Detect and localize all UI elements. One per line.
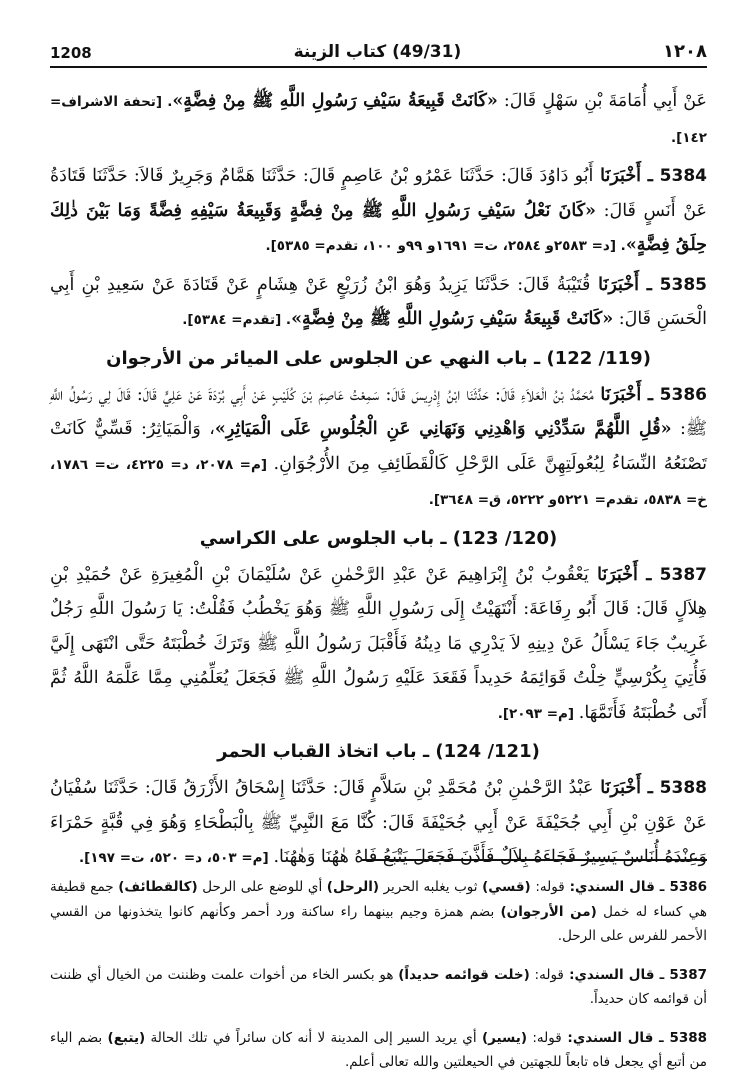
isnad: مُحَمَّدُ بْنُ الْعَلاَءِ قَالَ: حَدَّثَنَا ابْنُ إِدْرِيسَ قَالَ: سَمِعْتُ عَاصِمَ بْنَ كُلَيْبٍ عَنْ أَبِي بُرْدَةَ عَنْ عَلِيٍّ قَالَ: قَالَ لِي رَسُولُ اللَّهِ ﷺ: — [50, 384, 707, 439]
isnad: قُتَيْبَةُ قَالَ: حَدَّثَنَا يَزِيدُ وَهُوَ ابْنُ زُرَيْعٍ عَنْ هِشَامٍ عَنْ قَتَادَةَ عَنْ سَعِيدِ بْنِ أَبِي الْحَسَنِ قَالَ: — [50, 274, 707, 329]
matn: «كَانَ نَعْلُ سَيْفِ رَسُولِ اللَّهِ ﷺ مِنْ فِضَّةٍ وَقَبِيعَةُ سَيْفِهِ فِضَّةً وَمَا بَيْنَ ذٰلِكَ حِلَقُ فِضَّةٍ» — [50, 200, 707, 255]
footnote-head: 5387 ـ قال السندي: — [563, 966, 707, 983]
matn: «قُلِ اللَّهُمَّ سَدِّدْنِي وَاهْدِنِي وَنَهَانِي عَنِ الْجُلُوسِ عَلَى الْمَيَاثِرِ» — [214, 419, 672, 439]
akhbarana: ـ أَخْبَرَنَا — [593, 384, 660, 405]
running-title: (49/31) كتاب الزينة — [293, 42, 462, 62]
footnote-text: بضم همزة وجيم بينهما راء ساكنة ورد أحمر وكأنهم كانوا يتخذونها من القسي الأحمر للفرس على الرحل. — [50, 903, 707, 944]
isnad: عَنْ أَبِي أُمَامَةَ بْنِ سَهْلٍ قَالَ: — [497, 91, 707, 111]
hadith-5385 — [50, 268, 707, 338]
hadith-5384 — [50, 159, 707, 264]
reference: [م= ٢٠٩٣]. — [497, 705, 579, 722]
quoted-term: (من الأرجوان) — [500, 903, 597, 920]
matn: «كَانَتْ قَبِيعَةُ سَيْفِ رَسُولِ اللَّهِ ﷺ مِنْ فِضَّةٍ» — [291, 309, 614, 329]
footnote-5387 — [50, 963, 707, 1012]
chapter-heading: (119/ 122) ـ باب النهي عن الجلوس على الميائر من الأرجوان — [106, 347, 651, 369]
reference: . [تحفة الاشراف= ١٤٢]. — [50, 94, 707, 146]
hadith-number: 5386 — [659, 384, 707, 405]
footnote-text: قوله: — [529, 966, 564, 983]
quoted-term: (يسير) — [481, 1029, 528, 1046]
footnote-text: بضم الياء من أتبع أي يجعل فاه تابعاً للجهتين في الحيعلتين والله تعالى أعلم. — [50, 1029, 707, 1070]
hadith-number: 5384 — [659, 166, 707, 186]
footnote-text: هو بكسر الخاء من أخوات علمت وظننت من الخيال أي ظننت أن قوائمه كان حديداً. — [50, 966, 707, 1007]
footnote-5386 — [50, 875, 707, 949]
page-header — [50, 28, 707, 68]
footnote-text: قوله: — [530, 879, 565, 895]
footnote-text: قوله: — [527, 1029, 562, 1046]
reference: . [د= ٢٥٨٣و ٢٥٨٤، ت= ١٦٩١و ٩٩و ١٠٠، تقدم= ٥٣٨٥]. — [265, 238, 626, 254]
reference: [م= ٢٠٧٨، د= ٤٢٢٥، ت= ١٧٨٦، خ= ٥٨٣٨، تقدم= ٥٢٢١و ٥٢٢٢، ق= ٣٦٤٨]. — [50, 456, 707, 508]
quoted-term: (كالقطائف) — [118, 879, 198, 895]
footnote-head: 5388 ـ قال السندي: — [561, 1029, 708, 1046]
explanation: ، وَالْمَيَاثِرُ: قَسِّيٌّ كَانَتْ تَصْنَعُهُ النِّسَاءُ لِبُعُولَتِهِنَّ عَلَى الرَّحْلِ كَالْقَطَائِفِ مِنَ الأُرْجُوَانِ. — [50, 419, 707, 474]
akhbarana: ـ أَخْبَرَنَا — [588, 564, 660, 585]
page-number-latin: 1208 — [50, 44, 92, 62]
reference: . [تقدم= ٥٣٨٤]. — [182, 312, 292, 328]
chapter-heading: (120/ 123) ـ باب الجلوس على الكراسي — [199, 527, 558, 549]
quoted-term: (الرحل) — [326, 879, 380, 895]
footnote-text: جمع قطيفة هي كساء له خمل — [50, 879, 707, 920]
footnote-text: أي يريد السير إلى المدينة لا أنه كان سائراً في تلك الحالة — [145, 1029, 482, 1046]
reference: [م= ٥٠٣، د= ٥٢٠، ت= ١٩٧]. — [78, 850, 274, 866]
hadith-text: يَعْقُوبُ بْنُ إِبْرَاهِيمَ عَنْ عَبْدِ الرَّحْمٰنِ عَنْ سُلَيْمَانَ بْنِ الْمُغِيرَةِ عَنْ حُمَيْدِ بْنِ هِلاَلٍ قَالَ: قَالَ أَبُو رِفَاعَةَ: أَنْتَهَيْتُ إِلَى رَسُولِ اللَّهِ ﷺ وَهُوَ يَخْطُبُ فَقُلْتُ: يَا رَسُولَ اللَّهِ رَجُلٌ غَرِيبٌ جَاءَ يَسْأَلُ عَنْ دِينِهِ لاَ يَدْرِي مَا دِينُهُ فَأَقْبَلَ رَسُولُ اللَّهِ ﷺ وَتَرَكَ خُطْبَتَهُ حَتَّى انْتَهَى إِلَيَّ فَأُتِيَ بِكُرْسِيٍّ خِلْتُ قَوَائِمَهُ حَدِيداً فَقَعَدَ عَلَيْهِ رَسُولُ اللَّهِ ﷺ فَجَعَلَ يُعَلِّمُنِي مِمَّا عَلَّمَهُ اللَّهُ ثُمَّ أَتَى خُطْبَتَهُ فَأَتَمَّهَا. — [50, 564, 707, 723]
akhbarana: ـ أَخْبَرَنَا — [593, 166, 660, 186]
footnote-text: أي للوضع على الرحل — [197, 879, 327, 895]
hadith-continuation — [50, 84, 707, 155]
quoted-term: (قسي) — [482, 879, 531, 895]
akhbarana: ـ أَخْبَرَنَا — [590, 274, 660, 295]
footnotes — [50, 875, 707, 1089]
akhbarana: ـ أَخْبَرَنَا — [593, 778, 660, 798]
footnote-text: ثوب يغلبه الحرير — [379, 879, 483, 895]
quoted-term: (يتبع) — [107, 1029, 146, 1046]
footnote-head: 5386 ـ قال السندي: — [564, 879, 708, 895]
footnote-separator — [362, 859, 707, 861]
hadith-5386 — [50, 378, 707, 518]
footnote-5388 — [50, 1026, 707, 1075]
isnad: أَبُو دَاوُدَ قَالَ: حَدَّثَنَا عَمْرُو بْنُ عَاصِمٍ قَالَ: حَدَّثَنَا هَمَّامٌ وَجَرِيرٌ قَالاَ: حَدَّثَنَا قَتَادَةُ عَنْ أَنَسٍ قَالَ: — [50, 166, 707, 221]
hadith-number: 5387 — [659, 564, 707, 585]
main-text — [50, 84, 707, 880]
page-number-arabic: ١٢٠٨ — [663, 41, 707, 62]
hadith-number: 5388 — [659, 778, 707, 798]
hadith-text: عَبْدُ الرَّحْمٰنِ بْنُ مُحَمَّدِ بْنِ سَلاَّمٍ قَالَ: حَدَّثَنَا إِسْحَاقُ الأَزْرَقُ قَالَ: حَدَّثَنَا سُفْيَانُ عَنْ عَوْنِ بْنِ أَبِي جُحَيْفَةَ عَنْ أَبِي جُحَيْفَةَ قَالَ: كُنَّا مَعَ النَّبِيِّ ﷺ بِالْبَطْحَاءِ وَهُوَ فِي قُبَّةٍ حَمْرَاءَ وَعِنْدَهُ أُنَاسٌ يَسِيرٌ فَجَاءَهُ بِلاَلٌ فَأَذَّنَ فَجَعَلَ يَتْبَعُ فَاهُ هٰهُنَا وَهٰهُنَا. — [50, 778, 707, 867]
matn: «كَانَتْ قَبِيعَةُ سَيْفِ رَسُولِ اللَّهِ ﷺ مِنْ فِضَّةٍ» — [172, 91, 498, 111]
chapter-heading: (121/ 124) ـ باب اتخاذ القباب الحمر — [217, 741, 540, 762]
hadith-5387 — [50, 558, 707, 732]
hadith-number: 5385 — [659, 274, 707, 295]
quoted-term: (خلت قوائمه حديداً) — [398, 966, 530, 983]
